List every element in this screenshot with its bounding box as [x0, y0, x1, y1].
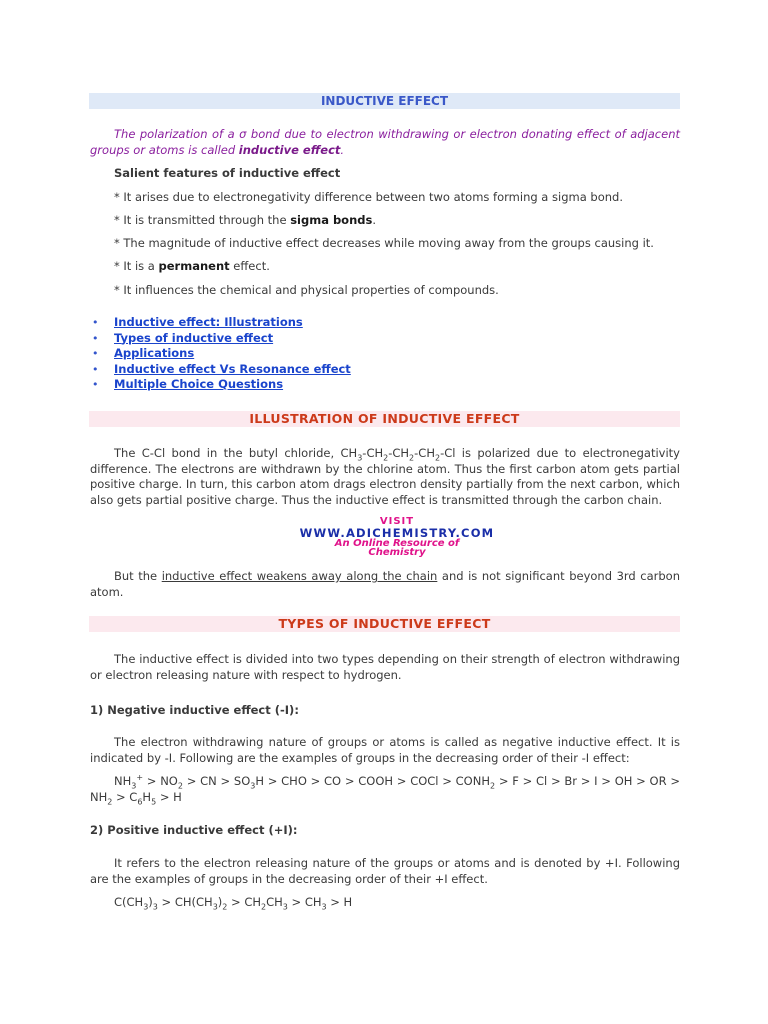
logo-tagline-2: Chemistry: [368, 547, 426, 558]
link-types[interactable]: Types of inductive effect: [114, 330, 274, 345]
illustration-paragraph: [90, 446, 680, 508]
salient-features-title: Salient features of inductive effect: [114, 166, 341, 180]
weakening-underlined: inductive effect weakens away along the chain: [161, 569, 438, 583]
intro-end: .: [340, 142, 345, 157]
positive-effect-paragraph: It refers to the electron releasing nature of the groups or atoms and is denoted by +I. Following are the examples of groups in the decreasing order of their +I effect.: [90, 856, 680, 886]
feature-2-text: * It is transmitted through the: [114, 213, 291, 227]
positive-series: $C(CH_3)_3 > CH(CH_3)_2 > CH_2CH_3 > CH_3 > H$: [114, 895, 353, 912]
topic-links-list: [90, 315, 351, 393]
logo-url: WWW.ADICHEMISTRY.COM: [299, 526, 495, 540]
logo-tagline: An Online Resource of: [334, 538, 460, 549]
intro-text: The polarization of a σ bond due to electron withdrawing or electron donating effect of adjacent groups or atoms is called: [90, 127, 680, 157]
bullet-icon: •: [92, 316, 99, 329]
heading-types: TYPES OF INDUCTIVE EFFECT: [89, 616, 680, 632]
subscript-3: 3: [357, 453, 363, 463]
logo-visit: VISIT: [379, 516, 415, 527]
feature-4: [114, 259, 270, 274]
negative-effect-title: 1) Negative inductive effect (-I):: [90, 703, 299, 717]
illustration-text-e: -Cl is polarized due to electronegativity difference. The electrons are withdrawn by the chlorine atom. Thus the first carbon atom gets partial positive charge. In turn, this carbon atom drags electron density partially from the next carbon, which also gets partial positive charge. Thus the inductive effect is transmitted through the carbon chain.: [90, 446, 680, 507]
link-vs-resonance[interactable]: Inductive effect Vs Resonance effect: [114, 361, 351, 376]
weakening-end: and is not significant beyond 3rd carbon atom.: [90, 569, 681, 599]
feature-4-bold: permanent: [158, 259, 230, 273]
adichemistry-logo[interactable]: [286, 517, 508, 557]
heading-illustration: ILLUSTRATION OF INDUCTIVE EFFECT: [89, 411, 680, 427]
illustration-text-d: -CH: [414, 446, 435, 460]
subscript-2: 2: [434, 453, 441, 463]
feature-2-bold: sigma bonds: [290, 213, 373, 227]
bullet-icon: •: [92, 362, 99, 376]
types-intro-paragraph: The inductive effect is divided into two types depending on their strength of electron withdrawing or electron releasing nature with respect to hydrogen.: [90, 652, 680, 682]
intro-bold-term: inductive effect: [238, 142, 341, 157]
bullet-icon: •: [92, 347, 99, 360]
positive-effect-title: 2) Positive inductive effect (+I):: [90, 823, 298, 837]
negative-series: $NH_3^+ > NO_2$ > CN > $SO_3H$ > CHO > CO > COOH > COCl > $CONH_2 > F > Cl > Br > I$ > OH > OR > $NH_2 > C_6H_5 > H$: [90, 773, 680, 806]
weakening-paragraph: [90, 569, 680, 600]
negative-effect-paragraph: The electron withdrawing nature of groups or atoms is called as negative inductive effect. It is indicated by -I. Following are the examples of groups in the decreasing order of their -I effect:: [90, 735, 680, 765]
link-applications[interactable]: Applications: [114, 346, 195, 360]
list-item: [92, 346, 351, 362]
list-item: [92, 330, 351, 347]
feature-4-text: * It is a: [114, 259, 159, 273]
feature-2-end: .: [372, 213, 377, 227]
weakening-text: But the: [114, 569, 162, 583]
subscript-2: 2: [383, 453, 389, 463]
list-item: [92, 315, 351, 331]
link-illustrations[interactable]: Inductive effect: Illustrations: [114, 315, 303, 329]
feature-1: * It arises due to electronegativity difference between two atoms forming a sigma bond.: [114, 190, 623, 204]
intro-paragraph: [90, 127, 680, 158]
illustration-text-b: -CH: [362, 446, 384, 460]
link-mcq[interactable]: Multiple Choice Questions: [114, 377, 284, 391]
bullet-icon: •: [92, 378, 99, 391]
list-item: [92, 377, 351, 393]
feature-2: [114, 213, 376, 228]
heading-inductive-effect: INDUCTIVE EFFECT: [89, 93, 680, 109]
illustration-text-a: The C-Cl bond in the butyl chloride, CH: [114, 446, 358, 460]
bullet-icon: •: [92, 331, 99, 345]
subscript-2: 2: [409, 453, 415, 463]
feature-5: * It influences the chemical and physical properties of compounds.: [114, 283, 499, 297]
illustration-text-c: -CH: [388, 446, 410, 460]
list-item: [92, 361, 351, 378]
feature-4-end: effect.: [229, 259, 270, 273]
feature-3: * The magnitude of inductive effect decreases while moving away from the groups causing it.: [114, 236, 654, 250]
